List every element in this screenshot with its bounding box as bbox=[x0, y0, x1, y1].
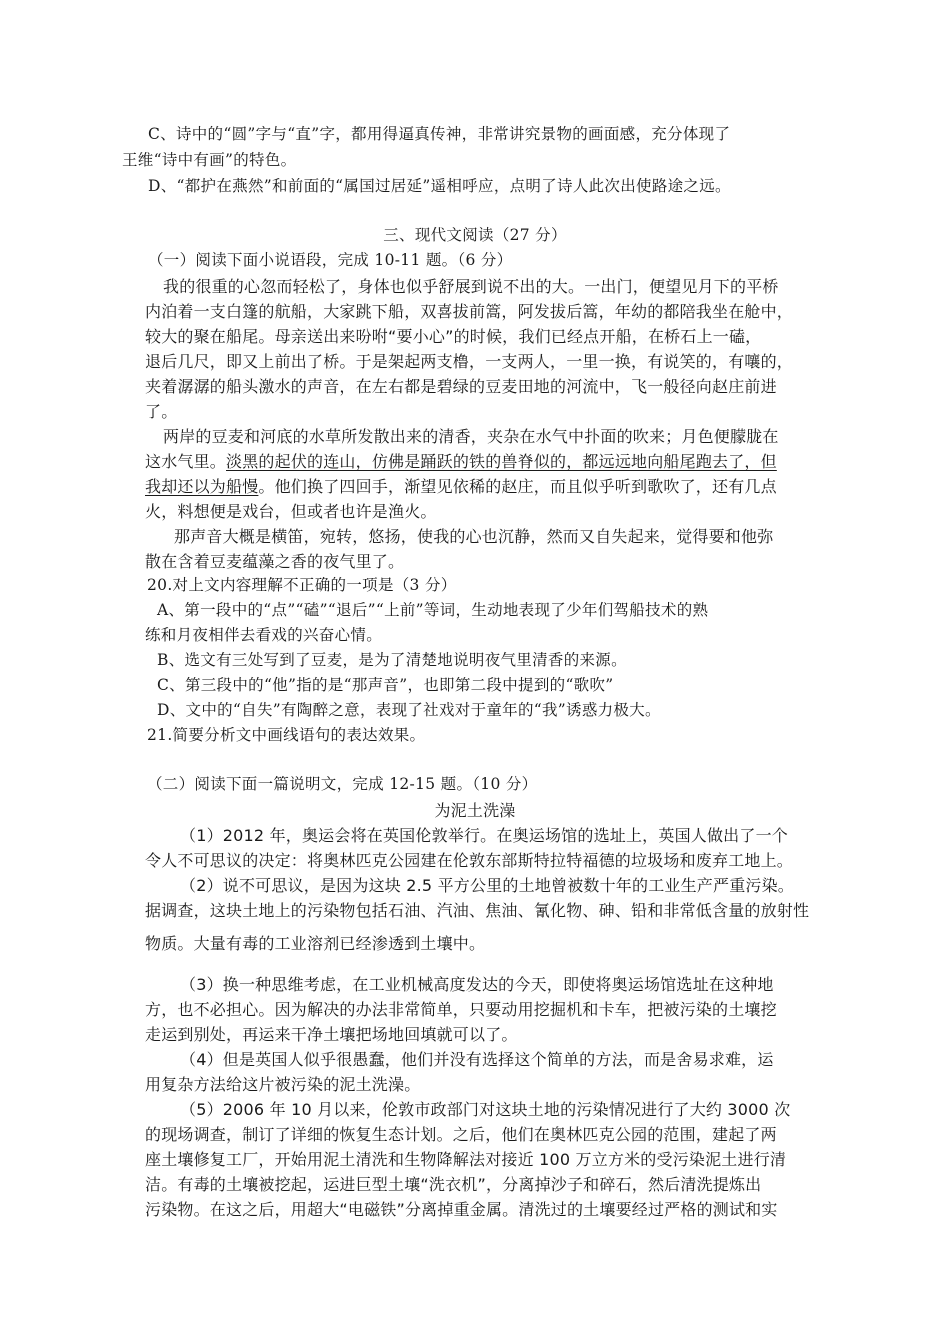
passage-p2-line: 火，料想便是戏台，但或者也许是渔火。 bbox=[145, 502, 437, 521]
article-line: 污染物。在这之后，用超大“电磁铁”分离掉重金属。清洗过的土壤要经过严格的测试和实 bbox=[145, 1200, 778, 1219]
article-line: 物质。大量有毒的工业溶剂已经渗透到土壤中。 bbox=[145, 934, 486, 953]
article-line: （3）换一种思维考虑，在工业机械高度发达的今天，即使将奥运场馆选址在这种地 bbox=[180, 975, 774, 994]
article-title: 为泥土洗澡 bbox=[434, 801, 516, 820]
article-line: （4）但是英国人似乎很愚蠢，他们并没有选择这个简单的方法，而是舍易求难，运 bbox=[180, 1050, 774, 1069]
article-line: （5）2006 年 10 月以来，伦敦市政部门对这块土地的污染情况进行了大约 3000 次 bbox=[180, 1100, 791, 1119]
passage-p1-line: 较大的聚在船尾。母亲送出来吩咐“要小心”的时候，我们已经点开船，在桥石上一磕， bbox=[145, 327, 762, 346]
article-line: 的现场调查，制订了详细的恢复生态计划。之后，他们在奥林匹克公园的范围，建起了两 bbox=[145, 1125, 777, 1144]
article-line: （2）说不可思议，是因为这块 2.5 平方公里的土地曾被数十年的工业生产严重污染。 bbox=[180, 876, 794, 895]
passage-p2-line: 两岸的豆麦和河底的水草所发散出来的清香，夹杂在水气中扑面的吹来；月色便朦胧在 bbox=[163, 427, 779, 446]
article-line: 座土壤修复工厂，开始用泥土清洗和生物降解法对接近 100 万立方米的受污染泥土进行清 bbox=[145, 1150, 787, 1169]
section-heading: 三、现代文阅读（27 分） bbox=[383, 226, 567, 244]
article-line: 用复杂方法给这片被污染的泥土洗澡。 bbox=[145, 1075, 421, 1094]
article-line: 据调查，这块土地上的污染物包括石油、汽油、焦油、氰化物、砷、铅和非常低含量的放射性 bbox=[145, 901, 810, 920]
article-line: 令人不可思议的决定：将奥林匹克公园建在伦敦东部斯特拉特福德的垃圾场和废弃工地上。 bbox=[145, 851, 794, 870]
question-20: 20.对上文内容理解不正确的一项是（3 分） bbox=[147, 576, 457, 594]
part2-intro: （二）阅读下面一篇说明文，完成 12-15 题。（10 分） bbox=[147, 775, 538, 793]
article-line: 方，也不必担心。因为解决的办法非常简单，只要动用挖掘机和卡车，把被污染的土壤挖 bbox=[145, 1000, 777, 1019]
plain-text: 。他们换了四回手，渐望见依稀的赵庄，而且似乎听到歌吹了，还有几点 bbox=[258, 477, 777, 496]
passage-p2-line bbox=[145, 479, 777, 495]
passage-p1-line: 了。 bbox=[145, 402, 178, 421]
question-21: 21.简要分析文中画线语句的表达效果。 bbox=[147, 726, 426, 744]
article-line: （1）2012 年，奥运会将在英国伦敦举行。在奥运场馆的选址上，英国人做出了一个 bbox=[180, 826, 788, 845]
passage-p3-line: 散在含着豆麦蕴藻之香的夜气里了。 bbox=[145, 552, 405, 571]
option-d: D、“都护在燕然”和前面的“属国过居延”遥相呼应，点明了诗人此次出使路途之远。 bbox=[148, 177, 731, 195]
underlined-sentence: 我却还以为船慢 bbox=[145, 477, 259, 496]
passage-p3-line: 那声音大概是横笛，宛转，悠扬，使我的心也沉静，然而又自失起来，觉得要和他弥 bbox=[174, 527, 774, 546]
question-20-option-c: C、第三段中的“他”指的是“那声音”，也即第二段中提到的“歌吹” bbox=[157, 676, 614, 694]
passage-p1-line: 内泊着一支白篷的航船，大家跳下船，双喜拔前篙，阿发拔后篙，年幼的都陪我坐在舱中， bbox=[145, 302, 794, 321]
plain-text: 这水气里。 bbox=[145, 452, 227, 471]
article-line: 走运到别处，再运来干净土壤把场地回填就可以了。 bbox=[145, 1025, 518, 1044]
part1-intro: （一）阅读下面小说语段，完成 10-11 题。（6 分） bbox=[148, 251, 513, 269]
question-20-option-a: 练和月夜相伴去看戏的兴奋心情。 bbox=[145, 626, 383, 644]
passage-p1-line: 退后几尺，即又上前出了桥。于是架起两支橹，一支两人，一里一换，有说笑的，有嚷的， bbox=[145, 352, 794, 371]
underlined-sentence: 淡黑的起伏的连山，仿佛是踊跃的铁的兽脊似的，都远远地向船尾跑去了，但 bbox=[226, 452, 777, 471]
passage-p1-line: 我的很重的心忽而轻松了，身体也似乎舒展到说不出的大。一出门，便望见月下的平桥 bbox=[163, 277, 779, 296]
question-20-option-a: A、第一段中的“点”“磕”“退后”“上前”等词，生动地表现了少年们驾船技术的熟 bbox=[157, 601, 709, 619]
article-line: 洁。有毒的土壤被挖起，运进巨型土壤“洗衣机”，分离掉沙子和碎石，然后清洗提炼出 bbox=[145, 1175, 762, 1194]
option-c-line-2: 王维“诗中有画”的特色。 bbox=[122, 151, 297, 169]
option-c-line-1: C、诗中的“圆”字与“直”字，都用得逼真传神，非常讲究景物的画面感，充分体现了 bbox=[148, 125, 731, 143]
question-20-option-d: D、文中的“自失”有陶醉之意，表现了社戏对于童年的“我”诱惑力极大。 bbox=[157, 701, 661, 719]
question-20-option-b: B、选文有三处写到了豆麦，是为了清楚地说明夜气里清香的来源。 bbox=[157, 651, 627, 669]
passage-p1-line: 夹着潺潺的船头激水的声音，在左右都是碧绿的豆麦田地的河流中，飞一般径向赵庄前进 bbox=[145, 377, 777, 396]
passage-p2-line bbox=[145, 454, 777, 470]
